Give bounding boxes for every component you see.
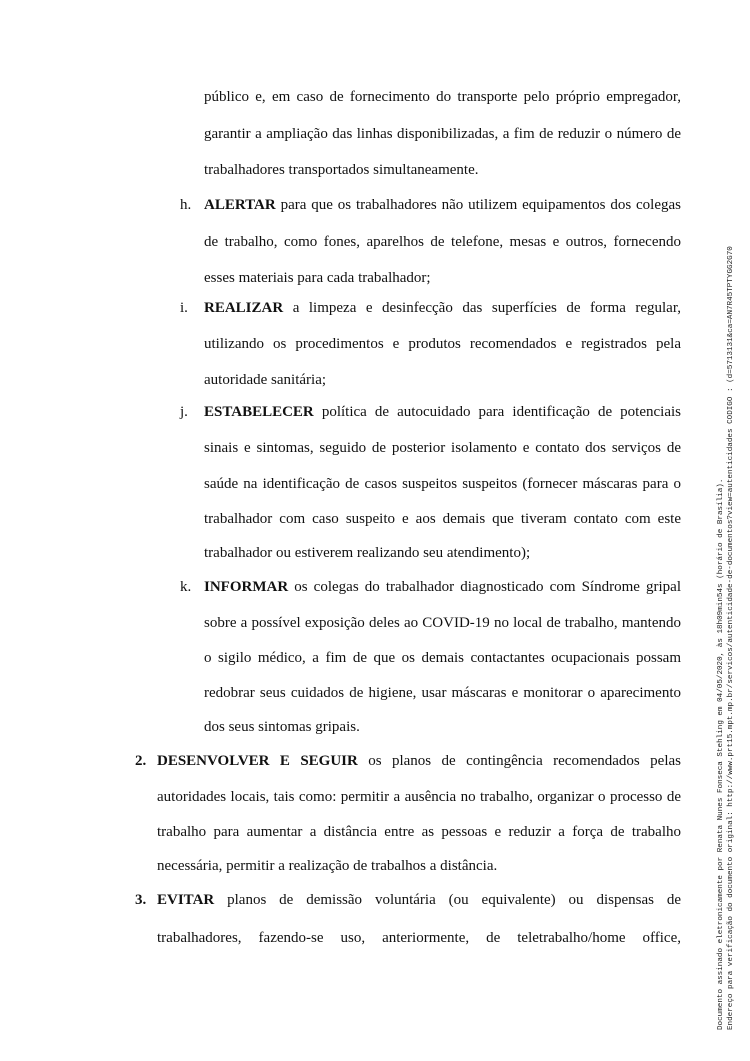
intro-line-2: garantir a ampliação das linhas disponibilizadas, a fim de reduzir o número de (204, 126, 681, 142)
intro-line-1: público e, em caso de fornecimento do transporte pelo próprio empregador, (204, 89, 681, 105)
item-j-text: política de autocuidado para identificação de potenciais (313, 404, 681, 420)
item-marker-k: k. (180, 579, 192, 595)
numbered-3-text: planos de demissão voluntária (ou equivalente) ou dispensas de (214, 892, 681, 908)
item-k-text: os colegas do trabalhador diagnosticado com Síndrome gripal (288, 579, 681, 595)
item-k-line-1 (204, 577, 681, 597)
numbered-2-line-3: trabalho para aumentar a distância entre as pessoas e reduzir a força de trabalho (157, 824, 681, 840)
item-marker-h: h. (180, 197, 192, 213)
numbered-2-line-2: autoridades locais, tais como: permitir a ausência no trabalho, organizar o processo de (157, 789, 681, 805)
item-h-line-3: esses materiais para cada trabalhador; (204, 270, 431, 286)
intro-line-3: trabalhadores transportados simultaneamente. (204, 162, 479, 178)
item-h-lead: ALERTAR (204, 197, 276, 213)
item-h-line-2: de trabalho, como fones, aparelhos de telefone, mesas e outros, fornecendo (204, 234, 681, 250)
item-k-lead: INFORMAR (204, 579, 289, 595)
item-h-line-1 (204, 195, 681, 215)
item-j-line-5: trabalhador ou estiverem realizando seu atendimento); (204, 545, 531, 561)
item-k-line-2: sobre a possível exposição deles ao COVID-19 no local de trabalho, mantendo (204, 615, 681, 631)
item-k-line-4: redobrar seus cuidados de higiene, usar máscaras e monitorar o aparecimento (204, 685, 681, 701)
item-i-lead: REALIZAR (204, 300, 284, 316)
signature-note-line-1: Documento assinado eletronicamente por Renata Nunes Fonseca Stehling em 04/05/2020, às 18h09min54s (horário de Brasília). (717, 478, 725, 1030)
signature-verification-note (717, 246, 736, 1030)
numbered-2-line-1 (157, 751, 681, 771)
item-j-line-3: saúde na identificação de casos suspeitos suspeitos (fornecer máscaras para o (204, 476, 681, 492)
numbered-2-text: os planos de contingência recomendados pelas (357, 753, 681, 769)
numbered-2-line-4: necessária, permitir a realização de trabalhos a distância. (157, 858, 498, 874)
numbered-marker-3: 3. (135, 892, 147, 908)
item-i-line-2: utilizando os procedimentos e produtos recomendados e registrados pela (204, 336, 681, 352)
item-i-line-3: autoridade sanitária; (204, 372, 327, 388)
item-k-line-3: o sigilo médico, a fim de que os demais contactantes ocupacionais possam (204, 650, 681, 666)
item-k-line-5: dos seus sintomas gripais. (204, 719, 360, 735)
item-i-text: a limpeza e desinfecção das superfícies de forma regular, (283, 300, 681, 316)
item-h-text: para que os trabalhadores não utilizem equipamentos dos colegas (275, 197, 681, 213)
numbered-2-lead: DESENVOLVER E SEGUIR (157, 753, 358, 769)
item-i-line-1 (204, 298, 681, 318)
item-j-line-1 (204, 402, 681, 422)
signature-note-line-2: Endereço para verificação do documento original: http://www.prt15.mpt.mp.br/servicos/autenticidade-de-documentos?view=autenticidades CODIGO : (d=5713131&ca=AN7R45TPTYGG2G70 (726, 246, 735, 1030)
item-marker-i: i. (180, 300, 188, 316)
item-j-lead: ESTABELECER (204, 404, 314, 420)
numbered-marker-2: 2. (135, 753, 147, 769)
numbered-3-line-1 (157, 890, 681, 910)
item-marker-j: j. (180, 404, 188, 420)
item-j-line-4: trabalhador com caso suspeito e aos demais que tiveram contato com este (204, 511, 681, 527)
item-j-line-2: sinais e sintomas, seguido de posterior isolamento e contato dos serviços de (204, 440, 681, 456)
numbered-3-lead: EVITAR (157, 892, 215, 908)
numbered-3-line-2: trabalhadores, fazendo-se uso, anteriormente, de teletrabalho/home office, (157, 930, 681, 946)
